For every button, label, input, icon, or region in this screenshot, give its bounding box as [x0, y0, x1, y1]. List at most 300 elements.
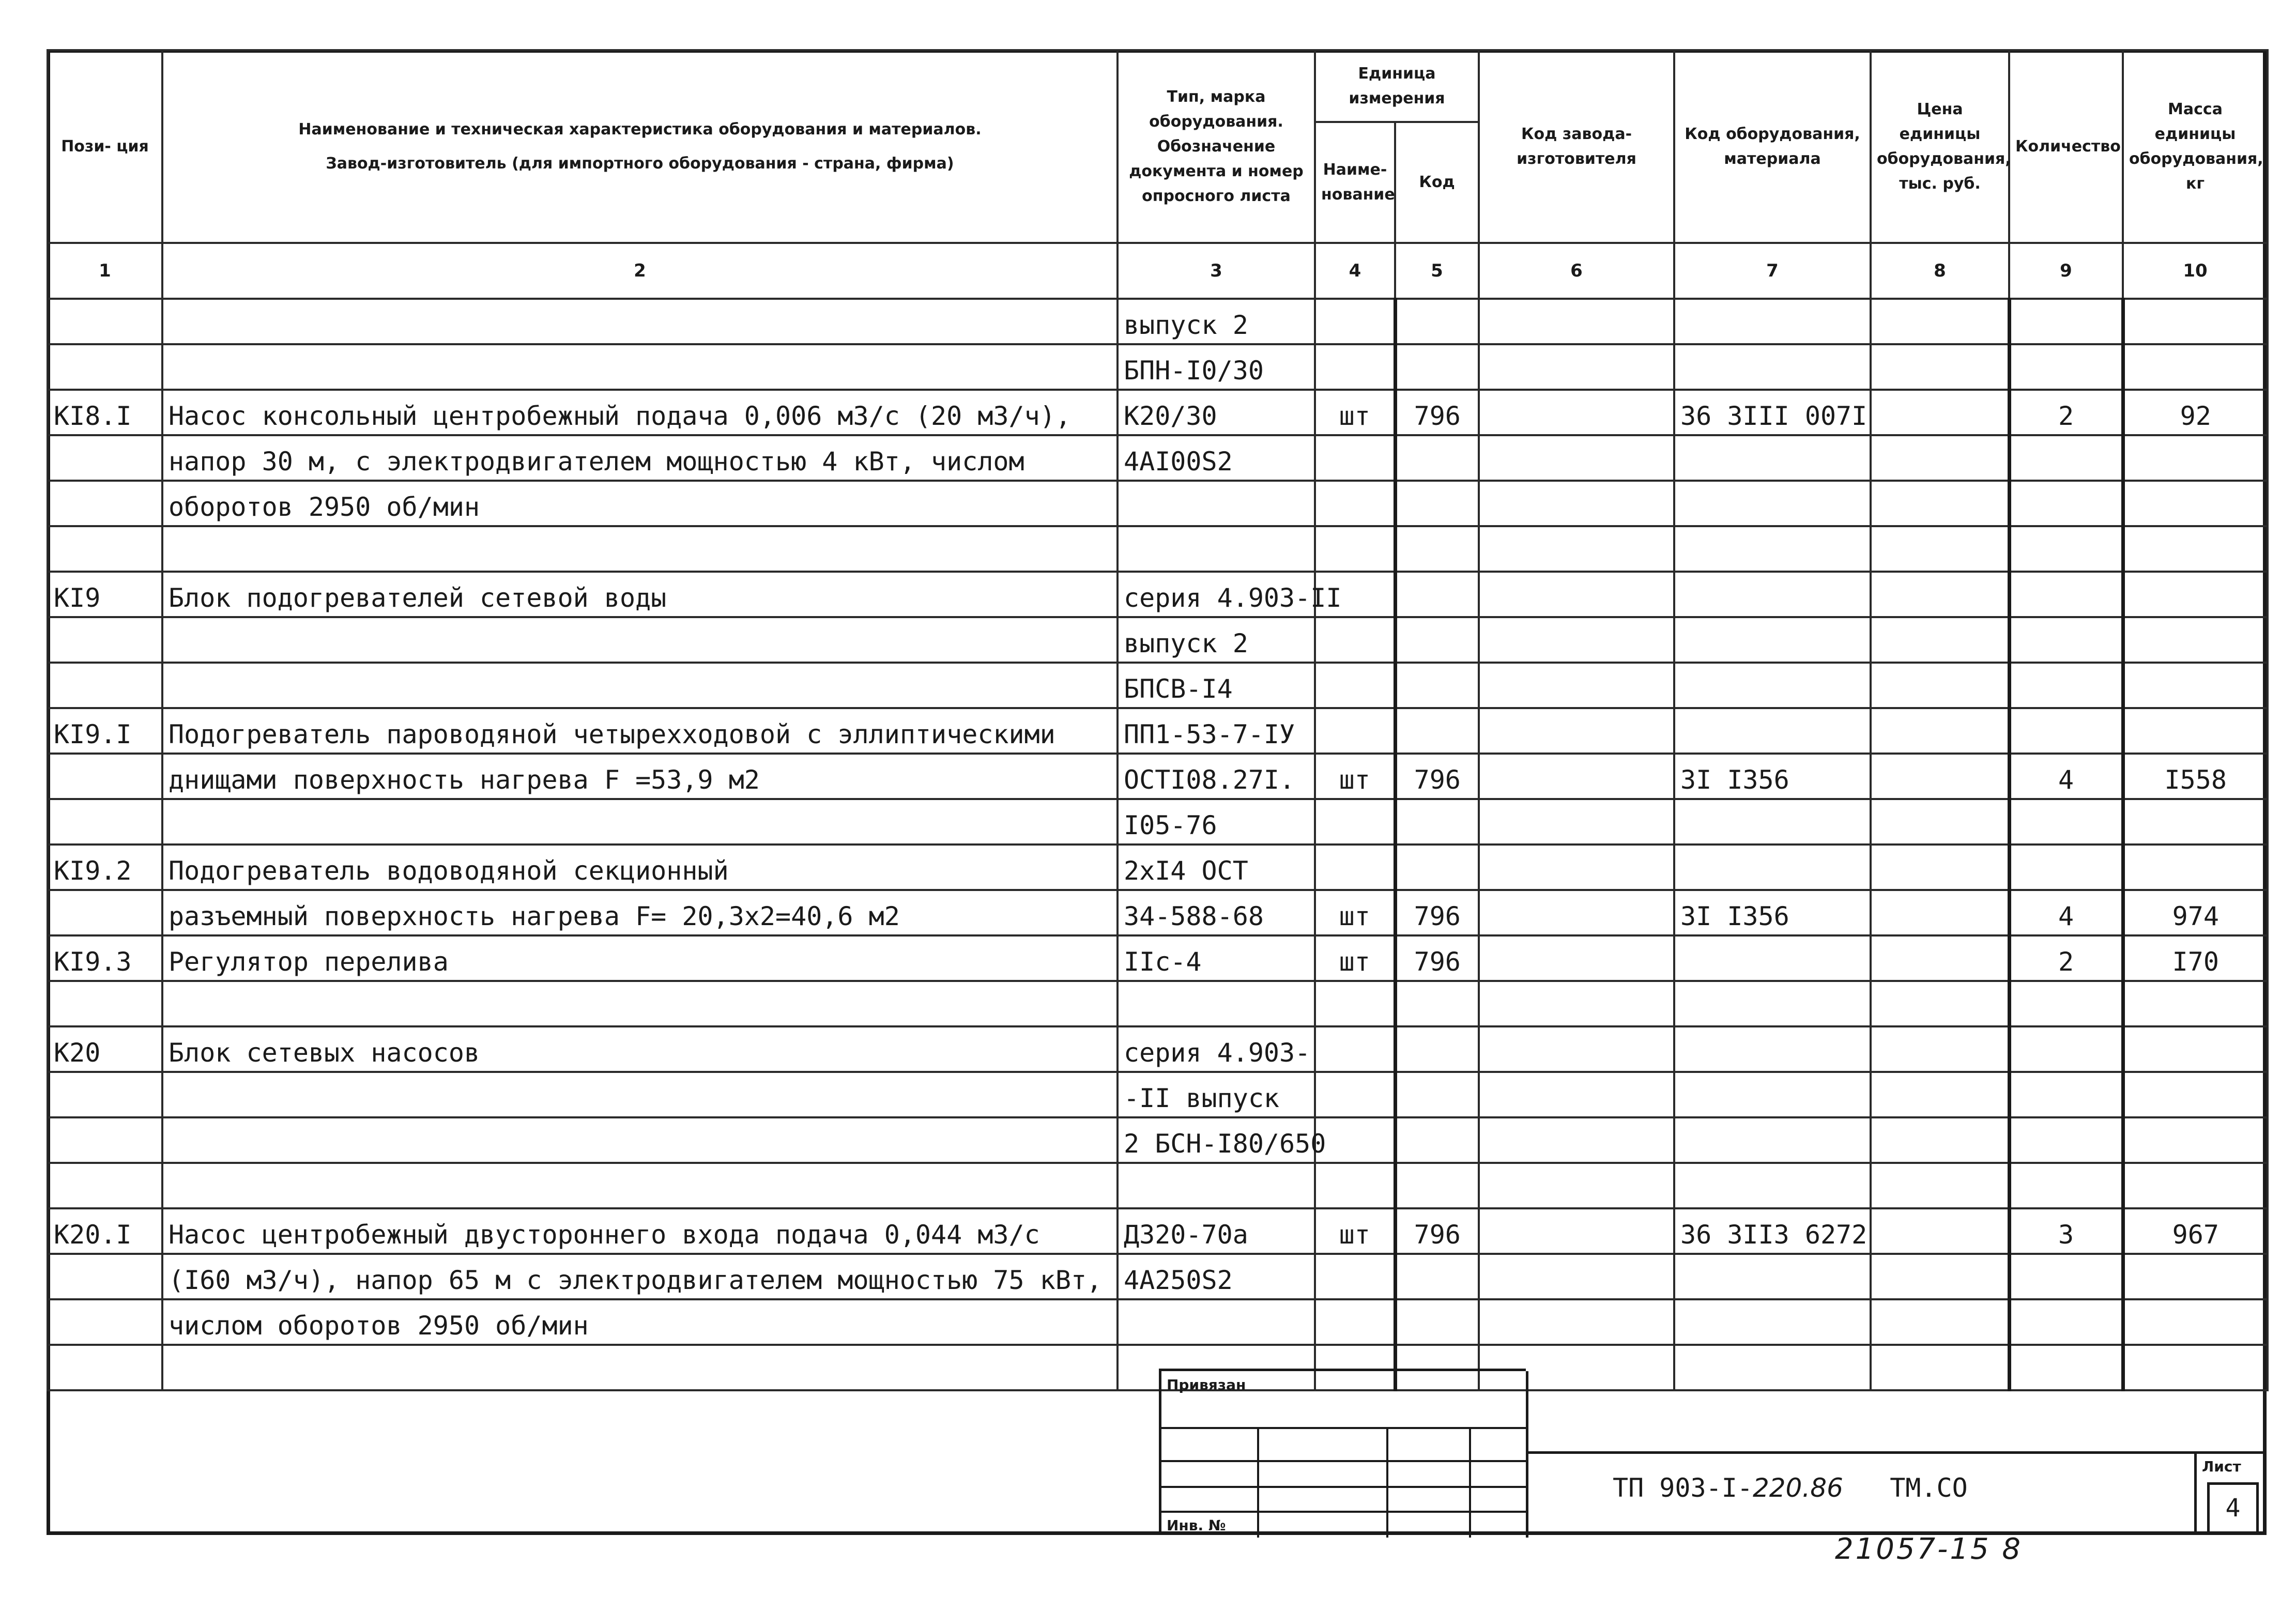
table-row: [48, 526, 2268, 572]
stamp-divider: [1386, 1427, 1388, 1538]
stamp-divider: [1161, 1427, 1526, 1429]
unit-name-cell: [1315, 1026, 1395, 1072]
position-cell: [48, 799, 162, 845]
name-cell: [162, 344, 1118, 390]
column-number: 4: [1315, 243, 1395, 299]
position-cell: [48, 344, 162, 390]
equipment-code-cell: [1674, 799, 1871, 845]
type-cell: ПП1-53-7-IУ: [1118, 708, 1315, 754]
unit-name-cell: [1315, 481, 1395, 526]
price-cell: [1871, 1117, 2009, 1163]
quantity-cell: [2009, 1072, 2123, 1117]
price-cell: [1871, 390, 2009, 435]
quantity-cell: [2009, 1299, 2123, 1345]
mass-cell: 967: [2123, 1208, 2268, 1254]
title-block-top-line: [1526, 1451, 2198, 1454]
price-cell: [1871, 1299, 2009, 1345]
column-number: 9: [2009, 243, 2123, 299]
price-cell: [1871, 1345, 2009, 1390]
header-equipment-code: Код оборудования, материала: [1674, 50, 1871, 243]
name-cell: [162, 526, 1118, 572]
column-number: 6: [1479, 243, 1674, 299]
maker-code-cell: [1479, 344, 1674, 390]
price-cell: [1871, 572, 2009, 617]
mass-cell: 974: [2123, 890, 2268, 935]
position-cell: [48, 481, 162, 526]
quantity-cell: [2009, 981, 2123, 1026]
mass-cell: [2123, 526, 2268, 572]
table-row: [48, 981, 2268, 1026]
maker-code-cell: [1479, 935, 1674, 981]
name-cell: Блок подогревателей сетевой воды: [162, 572, 1118, 617]
unit-code-cell: [1395, 1254, 1479, 1299]
unit-code-cell: [1395, 435, 1479, 481]
table-row: [48, 708, 2268, 754]
type-cell: 4А250S2: [1118, 1254, 1315, 1299]
header-type: Тип, марка оборудования. Обозначение документа и номер опросного листа: [1118, 50, 1315, 243]
mass-cell: [2123, 299, 2268, 344]
unit-name-cell: шт: [1315, 390, 1395, 435]
maker-code-cell: [1479, 1072, 1674, 1117]
equipment-code-cell: [1674, 1072, 1871, 1117]
position-cell: [48, 526, 162, 572]
unit-name-cell: [1315, 617, 1395, 663]
name-cell: днищами поверхность нагрева F =53,9 м2: [162, 754, 1118, 799]
position-cell: [48, 754, 162, 799]
type-cell: 34-588-68: [1118, 890, 1315, 935]
price-cell: [1871, 708, 2009, 754]
name-cell: напор 30 м, с электродвигателем мощностью 4 кВт, числом: [162, 435, 1118, 481]
price-cell: [1871, 1163, 2009, 1208]
quantity-cell: 2: [2009, 935, 2123, 981]
type-cell: БПН-I0/30: [1118, 344, 1315, 390]
header-name-line1: Наименование и техническая характеристика оборудования и материалов.: [298, 120, 982, 139]
maker-code-cell: [1479, 708, 1674, 754]
name-cell: [162, 1345, 1118, 1390]
name-cell: оборотов 2950 об/мин: [162, 481, 1118, 526]
table-row: [48, 935, 2268, 981]
equipment-code-cell: [1674, 344, 1871, 390]
maker-code-cell: [1479, 617, 1674, 663]
header-price: Цена единицы оборудования, тыс. руб.: [1871, 50, 2009, 243]
column-number: 7: [1674, 243, 1871, 299]
stamp-divider: [1526, 1371, 1528, 1538]
maker-code-cell: [1479, 1254, 1674, 1299]
equipment-code-cell: [1674, 1026, 1871, 1072]
unit-name-cell: [1315, 299, 1395, 344]
maker-code-cell: [1479, 1163, 1674, 1208]
unit-name-cell: [1315, 526, 1395, 572]
position-cell: [48, 1072, 162, 1117]
table-row: [48, 572, 2268, 617]
unit-name-cell: [1315, 1072, 1395, 1117]
position-cell: [48, 663, 162, 708]
document-code-suffix: ТМ.СО: [1890, 1473, 1968, 1503]
position-cell: КI9.3: [48, 935, 162, 981]
quantity-cell: [2009, 1026, 2123, 1072]
table-row: [48, 1163, 2268, 1208]
equipment-code-cell: 36 3II3 6272: [1674, 1208, 1871, 1254]
type-cell: К20/30: [1118, 390, 1315, 435]
position-cell: [48, 1254, 162, 1299]
name-cell: Насос консольный центробежный подача 0,006 м3/с (20 м3/ч),: [162, 390, 1118, 435]
mass-cell: [2123, 344, 2268, 390]
document-code: [1613, 1473, 1968, 1503]
unit-name-cell: [1315, 435, 1395, 481]
unit-code-cell: [1395, 1117, 1479, 1163]
table-header: [48, 50, 2268, 299]
maker-code-cell: [1479, 754, 1674, 799]
table-row: [48, 481, 2268, 526]
type-cell: I05-76: [1118, 799, 1315, 845]
table-body: [48, 299, 2268, 1390]
column-number: 1: [48, 243, 162, 299]
table-row: [48, 435, 2268, 481]
table-row: [48, 1072, 2268, 1117]
mass-cell: I70: [2123, 935, 2268, 981]
unit-code-cell: [1395, 1026, 1479, 1072]
position-cell: КI9.2: [48, 845, 162, 890]
stamp-label-privyazan: Привязан: [1167, 1376, 1246, 1393]
type-cell: [1118, 981, 1315, 1026]
equipment-code-cell: [1674, 481, 1871, 526]
price-cell: [1871, 1026, 2009, 1072]
equipment-code-cell: 3I I356: [1674, 754, 1871, 799]
table-row: [48, 799, 2268, 845]
mass-cell: [2123, 1254, 2268, 1299]
mass-cell: [2123, 708, 2268, 754]
unit-code-cell: 796: [1395, 935, 1479, 981]
stamp-divider: [1161, 1460, 1526, 1462]
mass-cell: [2123, 663, 2268, 708]
name-cell: [162, 799, 1118, 845]
name-cell: Блок сетевых насосов: [162, 1026, 1118, 1072]
quantity-cell: [2009, 299, 2123, 344]
unit-name-cell: [1315, 845, 1395, 890]
type-cell: [1118, 1299, 1315, 1345]
price-cell: [1871, 1208, 2009, 1254]
equipment-code-cell: [1674, 1254, 1871, 1299]
type-cell: Д320-70а: [1118, 1208, 1315, 1254]
price-cell: [1871, 1072, 2009, 1117]
position-cell: [48, 299, 162, 344]
name-cell: Насос центробежный двустороннего входа подача 0,044 м3/с: [162, 1208, 1118, 1254]
maker-code-cell: [1479, 1117, 1674, 1163]
header-mass: Масса единицы оборудования, кг: [2123, 50, 2268, 243]
unit-code-cell: [1395, 799, 1479, 845]
table-row: [48, 1208, 2268, 1254]
price-cell: [1871, 1254, 2009, 1299]
mass-cell: [2123, 981, 2268, 1026]
mass-cell: [2123, 799, 2268, 845]
price-cell: [1871, 754, 2009, 799]
type-cell: [1118, 1163, 1315, 1208]
unit-name-cell: шт: [1315, 754, 1395, 799]
unit-code-cell: [1395, 344, 1479, 390]
name-cell: числом оборотов 2950 об/мин: [162, 1299, 1118, 1345]
name-cell: Подогреватель пароводяной четырехходовой с эллиптическими: [162, 708, 1118, 754]
unit-code-cell: [1395, 481, 1479, 526]
column-number: 8: [1871, 243, 2009, 299]
type-cell: выпуск 2: [1118, 617, 1315, 663]
equipment-code-cell: [1674, 435, 1871, 481]
price-cell: [1871, 617, 2009, 663]
equipment-code-cell: [1674, 1345, 1871, 1390]
header-name: [162, 50, 1118, 243]
unit-name-cell: [1315, 663, 1395, 708]
table-row: [48, 754, 2268, 799]
maker-code-cell: [1479, 526, 1674, 572]
mass-cell: [2123, 435, 2268, 481]
name-cell: [162, 1163, 1118, 1208]
quantity-cell: [2009, 663, 2123, 708]
position-cell: [48, 1163, 162, 1208]
unit-code-cell: [1395, 617, 1479, 663]
column-number: 3: [1118, 243, 1315, 299]
table-row: [48, 890, 2268, 935]
unit-code-cell: [1395, 572, 1479, 617]
price-cell: [1871, 481, 2009, 526]
maker-code-cell: [1479, 1208, 1674, 1254]
table-row: [48, 617, 2268, 663]
type-cell: IIс-4: [1118, 935, 1315, 981]
type-cell: 2 БСН-I80/650: [1118, 1117, 1315, 1163]
unit-code-cell: [1395, 845, 1479, 890]
unit-code-cell: [1395, 1072, 1479, 1117]
maker-code-cell: [1479, 481, 1674, 526]
maker-code-cell: [1479, 1299, 1674, 1345]
header-maker-code: Код завода-изготовителя: [1479, 50, 1674, 243]
type-cell: серия 4.903-II: [1118, 572, 1315, 617]
equipment-code-cell: [1674, 1117, 1871, 1163]
unit-code-cell: 796: [1395, 754, 1479, 799]
type-cell: 2хI4 ОСТ: [1118, 845, 1315, 890]
header-quantity: Количество: [2009, 50, 2123, 243]
position-cell: [48, 1345, 162, 1390]
quantity-cell: [2009, 617, 2123, 663]
price-cell: [1871, 526, 2009, 572]
unit-name-cell: [1315, 981, 1395, 1026]
maker-code-cell: [1479, 299, 1674, 344]
price-cell: [1871, 435, 2009, 481]
quantity-cell: [2009, 708, 2123, 754]
document-code-prefix: ТП 903-I-: [1613, 1473, 1753, 1503]
equipment-code-cell: [1674, 1163, 1871, 1208]
position-cell: [48, 617, 162, 663]
price-cell: [1871, 799, 2009, 845]
name-cell: Подогреватель водоводяной секционный: [162, 845, 1118, 890]
unit-code-cell: [1395, 708, 1479, 754]
equipment-code-cell: [1674, 617, 1871, 663]
position-cell: [48, 1117, 162, 1163]
unit-name-cell: [1315, 1299, 1395, 1345]
document-code-handwritten: 220.86: [1752, 1473, 1843, 1503]
stamp-divider: [1257, 1427, 1259, 1538]
mass-cell: 92: [2123, 390, 2268, 435]
equipment-code-cell: 36 3III 007I: [1674, 390, 1871, 435]
quantity-cell: [2009, 1254, 2123, 1299]
column-number: 5: [1395, 243, 1479, 299]
table-row: [48, 299, 2268, 344]
column-number-row: [48, 243, 2268, 299]
sheet-number: 4: [2207, 1482, 2259, 1534]
maker-code-cell: [1479, 981, 1674, 1026]
stamp-divider: [1161, 1486, 1526, 1488]
type-cell: 4AI00S2: [1118, 435, 1315, 481]
equipment-code-cell: [1674, 935, 1871, 981]
quantity-cell: [2009, 526, 2123, 572]
position-cell: [48, 1299, 162, 1345]
unit-name-cell: шт: [1315, 890, 1395, 935]
stamp-divider: [1469, 1427, 1471, 1538]
unit-code-cell: [1395, 981, 1479, 1026]
unit-name-cell: шт: [1315, 935, 1395, 981]
position-cell: КI9: [48, 572, 162, 617]
column-number: 2: [162, 243, 1118, 299]
table-row: [48, 1026, 2268, 1072]
quantity-cell: [2009, 1345, 2123, 1390]
type-cell: [1118, 481, 1315, 526]
mass-cell: I558: [2123, 754, 2268, 799]
quantity-cell: [2009, 1117, 2123, 1163]
mass-cell: [2123, 1163, 2268, 1208]
quantity-cell: [2009, 344, 2123, 390]
equipment-code-cell: [1674, 845, 1871, 890]
table-row: [48, 845, 2268, 890]
quantity-cell: [2009, 1163, 2123, 1208]
stamp-label-inventory-number: Инв. №: [1167, 1517, 1226, 1534]
specification-table: [47, 49, 2269, 1391]
unit-name-cell: [1315, 799, 1395, 845]
header-name-line2: Завод-изготовитель (для импортного оборудования - страна, фирма): [326, 154, 954, 173]
table-row: [48, 390, 2268, 435]
table-row: [48, 1254, 2268, 1299]
type-cell: БПСВ-I4: [1118, 663, 1315, 708]
table-row: [48, 1299, 2268, 1345]
quantity-cell: 2: [2009, 390, 2123, 435]
maker-code-cell: [1479, 890, 1674, 935]
equipment-code-cell: [1674, 299, 1871, 344]
unit-name-cell: [1315, 344, 1395, 390]
quantity-cell: [2009, 845, 2123, 890]
name-cell: Регулятор перелива: [162, 935, 1118, 981]
maker-code-cell: [1479, 435, 1674, 481]
binding-stamp: [1159, 1369, 1526, 1535]
header-position: Пози- ция: [48, 50, 162, 243]
name-cell: [162, 617, 1118, 663]
quantity-cell: 4: [2009, 890, 2123, 935]
position-cell: КI9.I: [48, 708, 162, 754]
equipment-code-cell: [1674, 663, 1871, 708]
unit-name-cell: [1315, 708, 1395, 754]
unit-code-cell: [1395, 1163, 1479, 1208]
table-row: [48, 344, 2268, 390]
maker-code-cell: [1479, 572, 1674, 617]
maker-code-cell: [1479, 845, 1674, 890]
name-cell: разъемный поверхность нагрева F= 20,3х2=40,6 м2: [162, 890, 1118, 935]
equipment-code-cell: [1674, 708, 1871, 754]
unit-code-cell: 796: [1395, 390, 1479, 435]
mass-cell: [2123, 1345, 2268, 1390]
unit-code-cell: 796: [1395, 890, 1479, 935]
type-cell: серия 4.903-: [1118, 1026, 1315, 1072]
quantity-cell: [2009, 799, 2123, 845]
unit-code-cell: [1395, 299, 1479, 344]
table-row: [48, 663, 2268, 708]
quantity-cell: [2009, 435, 2123, 481]
header-unit: Единица измерения: [1315, 50, 1479, 122]
type-cell: [1118, 526, 1315, 572]
position-cell: КI8.I: [48, 390, 162, 435]
unit-name-cell: шт: [1315, 1208, 1395, 1254]
position-cell: [48, 435, 162, 481]
position-cell: К20.I: [48, 1208, 162, 1254]
maker-code-cell: [1479, 799, 1674, 845]
name-cell: [162, 981, 1118, 1026]
name-cell: (I60 м3/ч), напор 65 м с электродвигателем мощностью 75 кВт,: [162, 1254, 1118, 1299]
column-number: 10: [2123, 243, 2268, 299]
sheet-number-box: [2194, 1451, 2266, 1535]
mass-cell: [2123, 1026, 2268, 1072]
mass-cell: [2123, 1072, 2268, 1117]
mass-cell: [2123, 572, 2268, 617]
position-cell: [48, 981, 162, 1026]
mass-cell: [2123, 845, 2268, 890]
mass-cell: [2123, 1117, 2268, 1163]
position-cell: [48, 890, 162, 935]
equipment-code-cell: 3I I356: [1674, 890, 1871, 935]
name-cell: [162, 299, 1118, 344]
equipment-code-cell: [1674, 572, 1871, 617]
equipment-code-cell: [1674, 526, 1871, 572]
unit-name-cell: [1315, 1163, 1395, 1208]
price-cell: [1871, 890, 2009, 935]
type-cell: выпуск 2: [1118, 299, 1315, 344]
equipment-code-cell: [1674, 1299, 1871, 1345]
price-cell: [1871, 935, 2009, 981]
quantity-cell: 4: [2009, 754, 2123, 799]
price-cell: [1871, 663, 2009, 708]
name-cell: [162, 1072, 1118, 1117]
unit-name-cell: [1315, 1254, 1395, 1299]
position-cell: К20: [48, 1026, 162, 1072]
price-cell: [1871, 845, 2009, 890]
unit-code-cell: [1395, 526, 1479, 572]
type-cell: ОСТI08.27I.: [1118, 754, 1315, 799]
name-cell: [162, 663, 1118, 708]
mass-cell: [2123, 1299, 2268, 1345]
header-unit-code: Код: [1395, 122, 1479, 243]
archive-number: 21057-15 8: [1835, 1532, 2023, 1566]
sheet-label: Лист: [2202, 1458, 2241, 1475]
unit-name-cell: [1315, 1117, 1395, 1163]
unit-code-cell: 796: [1395, 1208, 1479, 1254]
price-cell: [1871, 344, 2009, 390]
table-row: [48, 1345, 2268, 1390]
price-cell: [1871, 981, 2009, 1026]
maker-code-cell: [1479, 663, 1674, 708]
mass-cell: [2123, 617, 2268, 663]
price-cell: [1871, 299, 2009, 344]
maker-code-cell: [1479, 1026, 1674, 1072]
quantity-cell: 3: [2009, 1208, 2123, 1254]
mass-cell: [2123, 481, 2268, 526]
quantity-cell: [2009, 572, 2123, 617]
equipment-code-cell: [1674, 981, 1871, 1026]
stamp-divider: [1161, 1511, 1526, 1513]
unit-code-cell: [1395, 1299, 1479, 1345]
maker-code-cell: [1479, 390, 1674, 435]
